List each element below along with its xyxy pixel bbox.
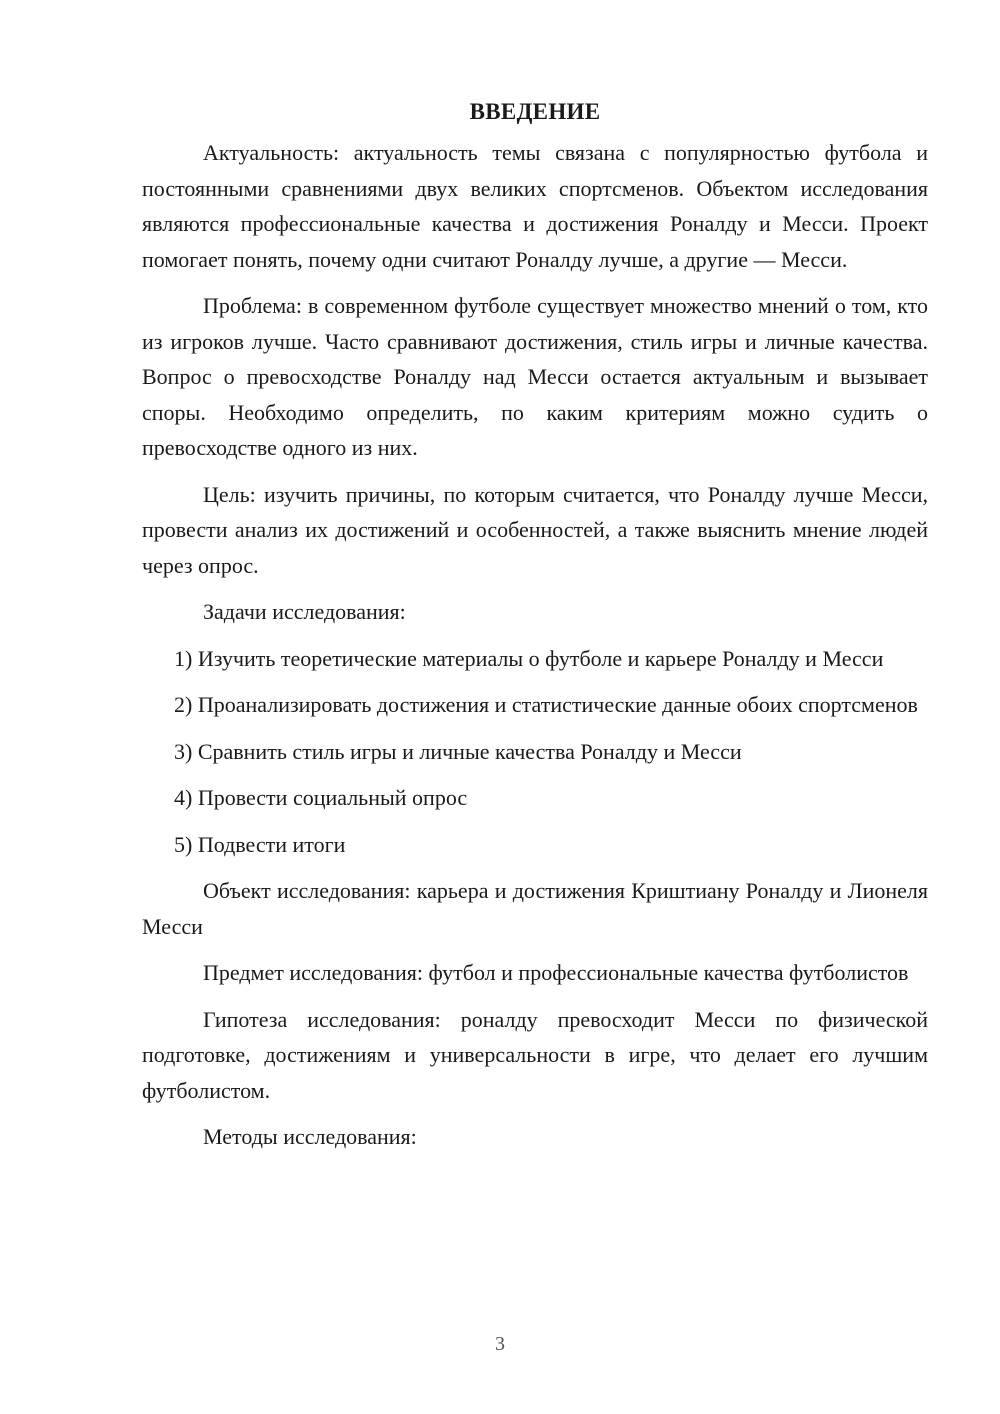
paragraph-relevance: Актуальность: актуальность темы связана с популярностью футбола и постоянными сравнениями двух великих спортсменов. Объектом исследования являются профессиональные качества и достижения Роналду и Месси. Проект помогает понять, почему одни считают Роналду лучше, а другие — Месси. — [142, 140, 928, 272]
task-item-4: 4) Провести социальный опрос — [174, 785, 468, 810]
document-page — [142, 94, 928, 1414]
task-item-3: 3) Сравнить стиль игры и личные качества Роналду и Месси — [174, 738, 742, 764]
paragraph-object: Объект исследования: карьера и достижения Криштиану Роналду и Лионеля Месси — [142, 878, 928, 939]
page-number: 3 — [495, 1333, 505, 1355]
task-item-2: 2) Проанализировать достижения и статистические данные обоих спортсменов — [174, 692, 918, 717]
paragraph-goal: Цель: изучить причины, по которым считается, что Роналду лучше Месси, провести анализ их достижений и особенностей, а также выяснить мнение людей через опрос. — [142, 481, 928, 578]
paragraph-tasks-heading: Задачи исследования: — [203, 599, 406, 624]
task-item-1: 1) Изучить теоретические материалы о футболе и карьере Роналду и Месси — [174, 645, 884, 671]
paragraph-hypothesis: Гипотеза исследования: роналду превосходит Месси по физической подготовке, достижениям и универсальности в игре, что делает его лучшим футболистом. — [142, 1006, 928, 1103]
paragraph-methods: Методы исследования: — [203, 1124, 417, 1149]
paragraph-problem: Проблема: в современном футболе существует множество мнений о том, кто из игроков лучше. Часто сравнивают достижения, стиль игры и личные качества. Вопрос о превосходстве Роналду над Месси остается актуальным и вызывает споры. Необходимо определить, по каким критериям можно судить о превосходстве одного из них. — [142, 293, 928, 460]
task-item-5: 5) Подвести итоги — [174, 831, 346, 857]
page-title: ВВЕДЕНИЕ — [469, 99, 601, 124]
paragraph-subject: Предмет исследования: футбол и профессиональные качества футболистов — [203, 960, 909, 985]
